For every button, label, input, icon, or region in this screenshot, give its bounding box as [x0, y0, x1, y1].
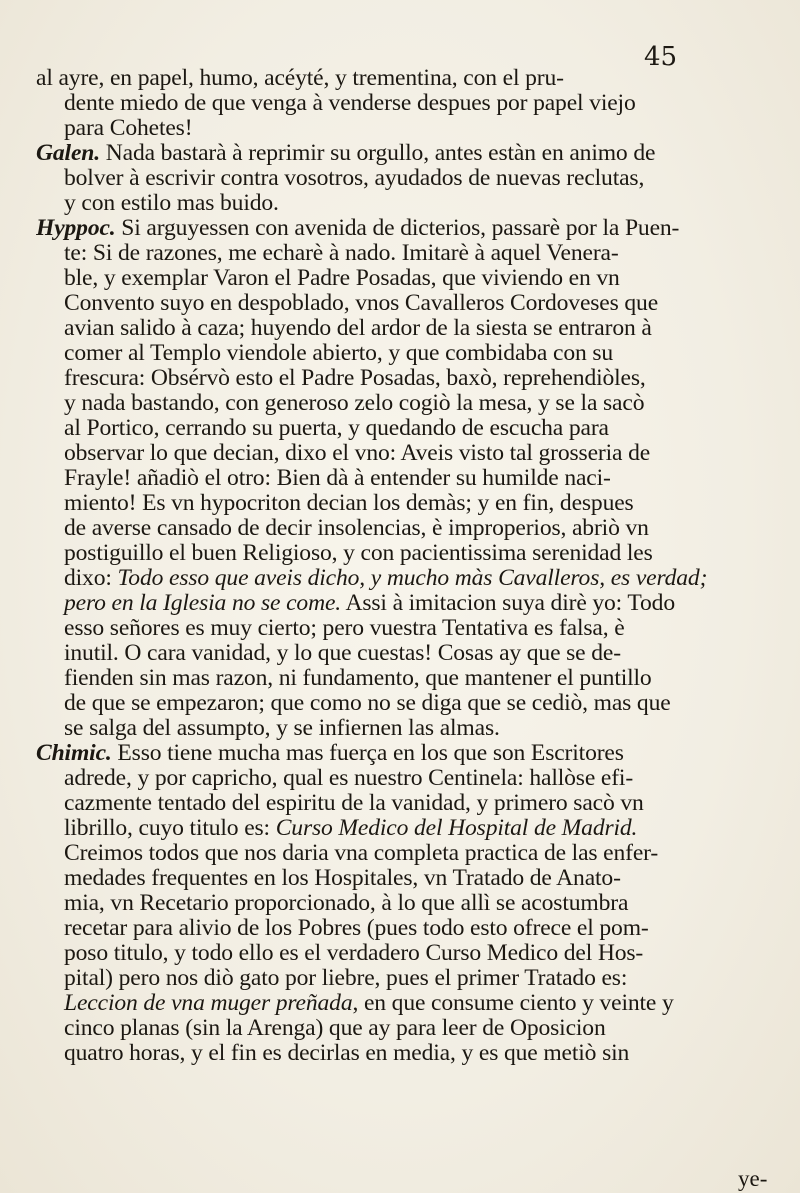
- text-segment: Assi à imitacion suya dirè yo: Todo: [341, 591, 675, 616]
- text-line: [36, 841, 770, 866]
- text-line: [36, 616, 770, 641]
- text-segment: y nada bastando, con generoso zelo cogiò la mesa, y se la sacò: [64, 391, 645, 416]
- text-segment: pital) pero nos diò gato por liebre, pues el primer Tratado es:: [64, 966, 628, 991]
- text-segment: para Cohetes!: [64, 116, 193, 141]
- page-number: 45: [644, 42, 678, 72]
- catchword: ye-: [738, 1166, 768, 1191]
- text-line: [36, 716, 770, 741]
- text-line: [36, 291, 770, 316]
- text-line: [36, 116, 770, 141]
- text-segment: Todo esso que aveis dicho, y mucho màs Cavalleros, es verdad;: [117, 566, 708, 591]
- text-line: [36, 916, 770, 941]
- text-line: [36, 91, 770, 116]
- text-segment: observar lo que decian, dixo el vno: Aveis visto tal grosseria de: [64, 441, 651, 466]
- text-line: [36, 191, 770, 216]
- text-segment: bolver à escrivir contra vosotros, ayudados de nuevas reclutas,: [64, 166, 645, 191]
- text-segment: recetar para alivio de los Pobres (pues todo esto ofrece el pom-: [64, 916, 649, 941]
- text-segment: Frayle! añadiò el otro: Bien dà à entender su humilde naci-: [64, 466, 611, 491]
- text-segment: Esso tiene mucha mas fuerça en los que son Escritores: [111, 741, 624, 766]
- text-line: [36, 566, 770, 591]
- text-line: [36, 516, 770, 541]
- text-segment: al Portico, cerrando su puerta, y quedando de escucha para: [64, 416, 609, 441]
- text-line: [36, 891, 770, 916]
- text-line: [36, 641, 770, 666]
- text-segment: cazmente tentado del espiritu de la vanidad, y primero sacò vn: [64, 791, 644, 816]
- text-segment: de averse cansado de decir insolencias, è improperios, abriò vn: [64, 516, 649, 541]
- text-line: [36, 591, 770, 616]
- text-segment: comer al Templo viendole abierto, y que combidaba con su: [64, 341, 614, 366]
- text-segment: Convento suyo en despoblado, vnos Cavalleros Cordoveses que: [64, 291, 659, 316]
- text-segment: adrede, y por capricho, qual es nuestro Centinela: hallòse efi-: [64, 766, 634, 791]
- text-line: [36, 941, 770, 966]
- text-segment: , en que consume ciento y veinte y: [352, 991, 674, 1016]
- text-line: [36, 66, 770, 91]
- text-segment: postiguillo el buen Religioso, y con pacientissima serenidad les: [64, 541, 653, 566]
- text-segment: dente miedo de que venga à venderse despues por papel viejo: [64, 91, 636, 116]
- text-line: [36, 541, 770, 566]
- text-segment: al ayre, en papel, humo, acéyté, y trementina, con el pru-: [36, 66, 564, 91]
- text-segment: se salga del assumpto, y se infiernen las almas.: [64, 716, 500, 741]
- text-line: [36, 416, 770, 441]
- text-segment: ble, y exemplar Varon el Padre Posadas, que viviendo en vn: [64, 266, 620, 291]
- text-segment: poso titulo, y todo ello es el verdadero Curso Medico del Hos-: [64, 941, 644, 966]
- speaker-name: Chimic.: [36, 741, 112, 766]
- text-segment: medades frequentes en los Hospitales, vn Tratado de Anato-: [64, 866, 621, 891]
- text-line: [36, 266, 770, 291]
- text-line: [36, 791, 770, 816]
- speaker-name: Galen.: [36, 141, 100, 166]
- text-line: [36, 816, 770, 841]
- text-line: [36, 166, 770, 191]
- text-line: [36, 391, 770, 416]
- text-segment: Nada bastarà à reprimir su orgullo, antes estàn en animo de: [99, 141, 656, 166]
- text-line: [36, 766, 770, 791]
- text-line: [36, 741, 770, 766]
- text-segment: Creimos todos que nos daria vna completa practica de las enfer-: [64, 841, 659, 866]
- text-line: [36, 1016, 770, 1041]
- text-segment: Si arguyessen con avenida de dicterios, passarè por la Puen-: [115, 216, 680, 241]
- text-segment: esso señores es muy cierto; pero vuestra Tentativa es falsa, è: [64, 616, 625, 641]
- text-segment: inutil. O cara vanidad, y lo que cuestas! Cosas ay que se de-: [64, 641, 621, 666]
- body-text: [36, 66, 770, 1066]
- text-segment: te: Si de razones, me echarè à nado. Imitarè à aquel Venera-: [64, 241, 619, 266]
- text-segment: cinco planas (sin la Arenga) que ay para leer de Oposicion: [64, 1016, 606, 1041]
- text-segment: miento! Es vn hypocriton decian los demàs; y en fin, despues: [64, 491, 634, 516]
- text-line: [36, 441, 770, 466]
- text-line: [36, 316, 770, 341]
- text-segment: dixo:: [64, 566, 118, 591]
- text-line: [36, 991, 770, 1016]
- text-segment: avian salido à caza; huyendo del ardor de la siesta se entraron à: [64, 316, 652, 341]
- text-line: [36, 866, 770, 891]
- text-line: [36, 141, 770, 166]
- text-segment: mia, vn Recetario proporcionado, à lo que allì se acostumbra: [64, 891, 629, 916]
- text-segment: Leccion de vna muger preñada: [64, 991, 353, 1016]
- text-line: [36, 216, 770, 241]
- speaker-name: Hyppoc.: [36, 216, 116, 241]
- text-line: [36, 1041, 770, 1066]
- text-line: [36, 491, 770, 516]
- text-segment: de que se empezaron; que como no se diga que se cediò, mas que: [64, 691, 671, 716]
- text-segment: fienden sin mas razon, ni fundamento, que mantener el puntillo: [64, 666, 652, 691]
- text-line: [36, 691, 770, 716]
- text-line: [36, 466, 770, 491]
- text-segment: pero en la Iglesia no se come.: [64, 591, 342, 616]
- text-segment: librillo, cuyo titulo es:: [64, 816, 276, 841]
- text-segment: frescura: Obsérvò esto el Padre Posadas, baxò, reprehendiòles,: [64, 366, 646, 391]
- text-segment: Curso Medico del Hospital de Madrid.: [275, 816, 638, 841]
- text-segment: y con estilo mas buido.: [64, 191, 279, 216]
- text-line: [36, 241, 770, 266]
- text-line: [36, 666, 770, 691]
- text-line: [36, 966, 770, 991]
- text-line: [36, 341, 770, 366]
- text-line: [36, 366, 770, 391]
- text-segment: quatro horas, y el fin es decirlas en media, y es que metiò sin: [64, 1041, 630, 1066]
